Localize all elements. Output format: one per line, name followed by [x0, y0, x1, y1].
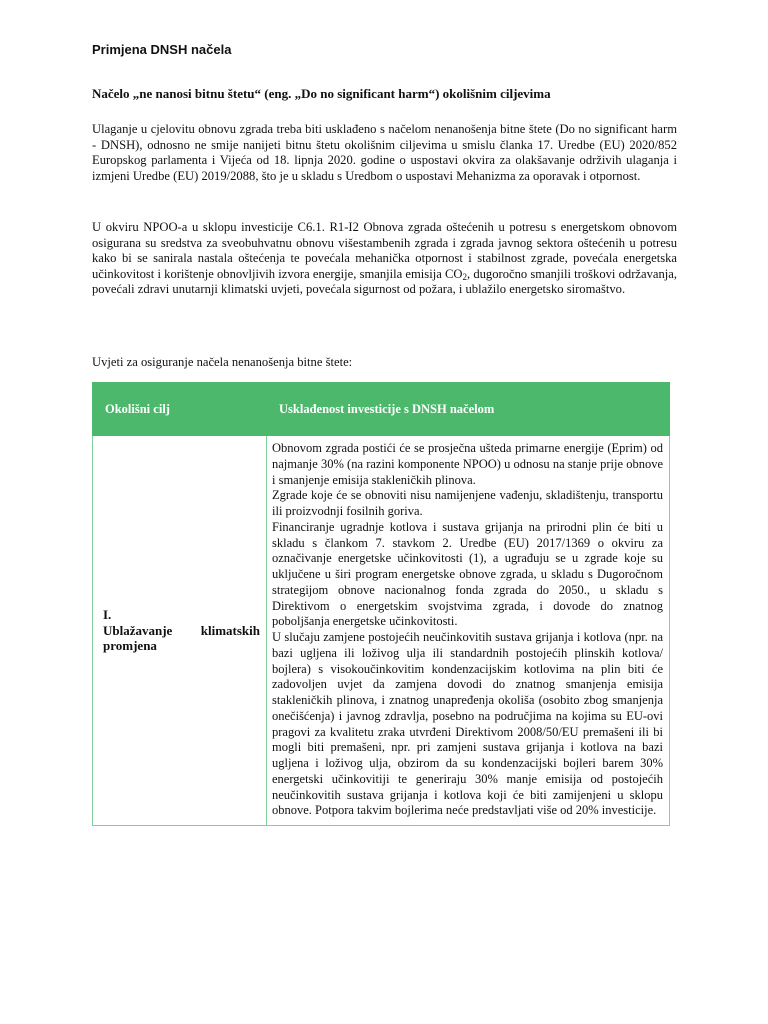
dnsh-table [92, 382, 670, 826]
compliance-paragraph: U slučaju zamjene postojećih neučinkovitih sustava grijanja i kotlova (npr. na bazi ugljena ili loživog ulja ili standardnih postojećih plinskih kotlova/ bojlera) s visokoučinkovitim kondenzacijskim kotlovima na plin biti će zadovoljen uvjet da zamjena dovodi do znatnog smanjenja emisija stakleničkih plinova, i znatnog unapređenja okoliša (osobito zbog smanjenja onečišćenja) i javnog zdravlja, posebno na područjima na kojima su EU-ovi pragovi za kvalitetu zraka utvrđeni Direktivom 2008/50/EU premašeni ili bi mogli biti premašeni, npr. pri zamjeni sustava grijanja i kotlova na bazi ugljena i loživog ulja, obzirom da su kondenzacijski bojleri barem 30% energetski učinkovitiji te generiraju 30% manje emisija od postojećih neučinkovitih sustava grijanja i kotlova koji će biti zamijenjeni u sklopu obnove. Potpora takvim bojlerima neće predstavljati više od 20% investicije. [272, 630, 663, 818]
compliance-paragraph: Financiranje ugradnje kotlova i sustava grijanja na prirodni plin će biti u skladu s člankom 7. stavkom 2. Uredbe (EU) 2017/1369 o okviru za označivanje energetske učinkovitosti (1), a ugrađuju se u zgrade koje su uključene u širi program energetske obnove zgrada, u skladu s Dugoročnom strategijom obnove nacionalnog fonda zgrada do 2050., u skladu s Direktivom o energetskim svojstvima zgrada, i dovode do znatnog poboljšanja energetske učinkovitosti. [272, 519, 663, 629]
compliance-paragraph: Obnovom zgrada postići će se prosječna ušteda primarne energije (Eprim) od najmanje 30% (na razini komponente NPOO) u odnosu na stanje prije obnove i smanjenje emisija stakleničkih plinova. [272, 441, 663, 487]
paragraph-text-part: U okviru NPOO-a u sklopu investicije C6.1. R1-I2 Obnova zgrada oštećenih u potresu s energetskom obnovom osigurana su sredstva za sveobuhvatnu obnovu višestambenih zgrada i zgrada javnog sektora oštećenih u potresu kako bi se sanirala nastala oštećenja te povećala mehanička otpornost i stabilnost zgrade, povećala energetska učinkovitost i korištenje obnovljivih izvora energije, smanjila emisija CO [92, 220, 677, 281]
goal-cell [93, 436, 267, 826]
header-dnsh-compliance: Usklađenost investicije s DNSH načelom [267, 383, 670, 436]
table-intro: Uvjeti za osiguranje načela nenanošenja bitne štete: [92, 355, 353, 369]
header-environmental-goal: Okolišni cilj [93, 383, 267, 436]
table-header-row [93, 383, 670, 436]
paragraph-npoo-investment [92, 220, 677, 298]
paragraph-dnsh-alignment: Ulaganje u cjelovitu obnovu zgrada treba biti usklađeno s načelom nenanošenja bitne štete (Do no significant harm - DNSH), odnosno ne smije nanijeti bitnu štetu okolišnim ciljevima u smislu članka 17. Uredbe (EU) 2020/852 Europskog parlamenta i Vijeća od 18. lipnja 2020. godine o uspostavi okvira za olakšavanje održivih ulaganja i izmjeni Uredbe (EU) 2019/2088, što je u skladu s Uredbom o uspostavi Mehanizma za oporavak i otpornost. [92, 122, 677, 183]
document-heading: Primjena DNSH načela [92, 42, 232, 57]
co2-subscript: 2 [462, 271, 467, 282]
section-title: Načelo „ne nanosi bitnu štetu“ (eng. „Do no significant harm“) okolišnim ciljevima [92, 86, 551, 101]
compliance-paragraph: Zgrade koje će se obnoviti nisu namijenjene vađenju, skladištenju, transportu ili proizvodnji fosilnih goriva. [272, 488, 663, 518]
goal-number: I. [103, 606, 112, 622]
goal-name: Ublažavanje klimatskih promjena [103, 622, 260, 654]
paragraph-text-part: , dugoročno smanjili troškovi održavanja, povećali zdravi unutarnji klimatski uvjeti, povećala sigurnost od požara, i ublažilo energetsko siromaštvo. [92, 266, 677, 296]
table-row [93, 436, 670, 826]
compliance-cell [267, 436, 670, 826]
